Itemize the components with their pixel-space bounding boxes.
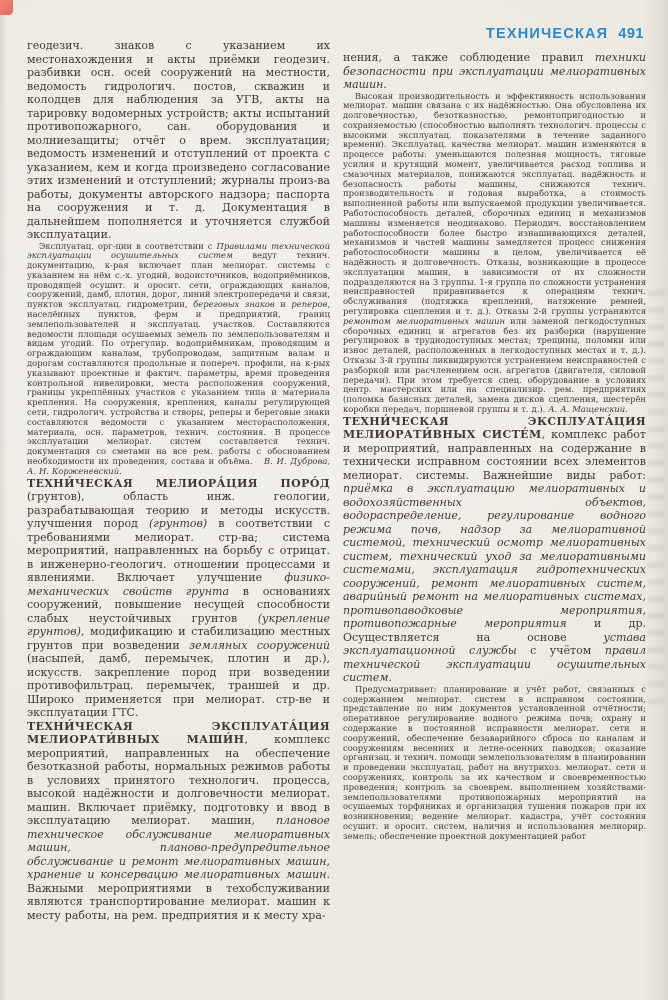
scan-corner-mark (0, 0, 13, 15)
left-column (27, 39, 330, 922)
text-run: геодезич. знаков с указанием их местонахождения и акты приёмки геодезич. разбивки осн. осей сооружений на местности, ведомость гидрологич. постов, скважин и колодцев для наблюдения за УГВ, акты на тарировку водомерных устройств; акты испытаний противопожарного, сан. оборудования и молниезащиты; отчёт о врем. эксплуатации; ведомость изменений и отступлений от проекта с указанием, кем и когда произведено согласование этих изменений и отступлений; журналы произ-ва работы, документы авторского надзора; паспорта на сооружения и т. д. Документация в дальнейшем пополняется и уточняется службой эксплуатации. (27, 39, 330, 241)
paragraph (343, 415, 646, 685)
text-run: Эксплуатац. орг-ции в соответствии с (39, 240, 217, 251)
paragraph (343, 51, 646, 92)
text-run: в основаниях сооружений, повышение несущей способности слабых неустойчивых грунтов (27, 584, 330, 625)
text-run: в соответствии с требованиями мелиорат. стр-ва; система мероприятий, направленных на борьбу с отрицат. в инженерно-геологич. отношении процессами и явлениями. Включает улучшение (27, 517, 330, 585)
text-run: правил технической эксплуатации осушительных систем. (343, 644, 646, 685)
text-run: А. А. Мащенский. (548, 404, 628, 414)
text-run: или заменой легкодоступных сборочных единиц и агрегатов без их разборки (нарушение регулировок в труднодоступных местах; трещины, поломки или износ деталей, расположенных в легкодоступных местах и т. д.). Отказы 3-й группы ликвидируются устранением неисправностей с разборкой или расчленением осн. агрегатов (двигателя, силовой передачи). При этом требуется спец. оборудование в условиях центр. мастерских или на специализир. рем. предприятиях (поломка базисных деталей, замена дисков сцепления, шестерён коробки передач, поршневой группы и т. д.). (343, 315, 646, 414)
text-run: с учётом (516, 644, 605, 658)
text-run: , комплекс работ и мероприятий, направленных на содержание в технически исправном состоянии всех элементов мелиорат. системы. Важнейшие виды работ: (343, 428, 646, 482)
text-run: физико-механических свойств грунта (27, 571, 330, 598)
page-number: 491 (618, 26, 644, 42)
paragraph (27, 720, 330, 923)
text-run: Правилами технической эксплуатации осушительных систем (27, 240, 330, 261)
text-run: техники безопасности при эксплуатации мелиоративных машин. (343, 51, 646, 91)
right-column-text (343, 51, 646, 842)
paragraph (343, 685, 646, 842)
text-run: , комплекс мероприятий, направленных на обеспечение безотказной работы, нормальных режимов работы в условиях принятого технологич. процесса, высокой надёжности и долговечности мелиорат. машин. Включает приёмку, подготовку и ввод в эксплуатацию мелиорат. машин, (27, 733, 330, 828)
paragraph (27, 242, 330, 477)
entry-headword: ТЕХНИ́ЧЕСКАЯ МЕЛИОРА́ЦИЯ ПОРО́Д (27, 476, 330, 490)
text-run: нения, а также соблюдение правил (343, 51, 595, 64)
text-run: береговых знаков (193, 299, 275, 310)
text-run: (грунтов) (148, 517, 208, 531)
text-run: и (274, 299, 292, 310)
paragraph (27, 39, 330, 242)
text-run: , населённых пунктов, ферм и предприятий, границ землепользователей и эксплуатац. участков. Составляются ведомости площади осушаемых земель по землепользователям и видам угодий. По отрегулир. водоприёмникам, проводящим и ограждающим каналам, трубопроводам, защитным валам и дорогам составляются продольные и попереч. профили, на к-рых указывают проектные и фактич. параметры, время проведения контрольной нивелировки, места расположения сооружений, границы укреплённых участков с указанием типа и материала крепления. На сооружения, крепления, каналы регулирующей сети, гидрологич. устройства и створы, реперы и береговые знаки составляются ведомости с указанием месторасположения, материала, осн. параметров, технич. состояния. В процессе эксплуатации мелиорат. систем составляется технич. документация со сметами на все рем. работы с обоснованием необходимости их проведения, состава и объёма. (27, 299, 330, 467)
text-run: В. И. Дуброва, А. Н. Корженевский. (27, 456, 330, 476)
text-run: ведут технич. документацию, к-рая включает план мелиорат. системы с указанием на нём с.-х. угодий, водоисточников, водоприёмников, проводящей осушит. и оросит. сети, ограждающих каналов, сооружений, дамб, плотин, дорог, линий электропередачи и связи, пунктов эксплуатац. гидрометрии, (27, 250, 330, 310)
text-run: Высокая производительность и эффективность использования мелиорат. машин связана с их надёжностью. Она обусловлена их долговечностью, безотказностью, ремонтопригодностью и сохраняемостью (способностью выполнять технологич. процессы с высокими эксплуатац. показателями в течение заданного времени). Эксплуатац. качества мелиорат. машин изменяются в процессе работы: уменьшаются полезная мощность, тяговые усилия и крутящий момент, увеличивается расход топлива и смазочных материалов, понижаются эксплуатац. надёжность и безопасность работы машины, снижаются технич. производительность и годовая выработка, а стоимость выполненной работы или выпускаемой продукции увеличивается. Работоспособность деталей, сборочных единиц и механизмов машины изменяется неодинаково. Периодич. восстановлением работоспособности более быстро изнашивающихся деталей, механизмов и частей машины замедляется процесс снижения работоспособности машины в целом, увеличивается её надёжность и долговечность. Отказы, возникающие в процессе эксплуатации машин, в зависимости от их сложности подразделяются на 3 группы. 1-я группа по сложности устранения неисправностей приравнивается к операциям технич. обслуживания (подтяжка креплений, натяжение ремней, регулировка сцепления и т. д.). Отказы 2-й группы устраняются (343, 90, 646, 317)
running-head (343, 26, 644, 42)
text-run: (укрепление грунтов) (27, 611, 330, 639)
text-run: (грунтов), область инж. геологии, разрабатывающая теорию и методы искусств. улучшения пород (27, 490, 330, 531)
text-run: приёмка в эксплуатацию мелиоративных и водохозяйственных объектов, водораспределение, регулирование водного режима почв, надзор за мелиоративной системой, технический осмотр мелиоративных систем, технический уход за мелиоративными системами, эксплуатация гидротехнических сооружений, ремонт мелиоративных систем, аварийный ремонт на мелиоративных системах, противопаводковые мероприятия, противопожарные мероприятия (343, 482, 646, 631)
text-run: устава эксплуатационной службы (343, 630, 646, 658)
text-run: реперов (291, 299, 328, 310)
running-head-title: ТЕХНИЧЕСКАЯ (485, 26, 609, 42)
text-run: , модификацию и стабилизацию местных грунтов при возведении (27, 625, 330, 652)
text-run: земляных сооружений (189, 638, 331, 652)
text-run: (насыпей, дамб, перемычек, плотин и др.), искусств. закрепление пород при возведении противофильтрац. перемычек, траншей и др. Широко применяется при мелиорат. стр-ве и эксплуатации ГТС. (27, 652, 330, 720)
text-run: и др. Осуществляется на основе (343, 617, 646, 644)
text-run: плановое техническое обслуживание мелиоративных машин, планово-предупредительное обслуживание и ремонт мелиоративных машин, хранение и консервацию мелиоративных машин (27, 814, 330, 882)
paragraph (27, 477, 330, 720)
entry-headword: ТЕХНИ́ЧЕСКАЯ ЭКСПЛУАТА́ЦИЯ МЕЛИОРАТИ́ВНЫХ СИСТЕ́М (343, 414, 646, 442)
text-run: . Важными мероприятиями в техобслуживании являются транспортирование мелиорат. машин к месту работы, на рем. предприятия и к месту хра- (27, 868, 330, 922)
right-column (343, 26, 646, 922)
paragraph (343, 92, 646, 415)
text-run: ремонтом мелиоративных машин (343, 315, 506, 326)
entry-headword: ТЕХНИ́ЧЕСКАЯ ЭКСПЛУАТА́ЦИЯ МЕЛИОРАТИ́ВНЫХ МАШИ́Н (27, 719, 330, 747)
text-run: Предусматривает: планирование и учёт работ, связанных с содержанием мелиорат. систем в исправном состоянии, представление по ним документов установленной отчётности; оперативное регулирование водного режима почв; охрану и содержание в постоянной исправности мелиорат. сети и сооружений, обеспечение безаварийного сброса по каналам и сооружениям весенних и летне-осенних паводков; оказание организац. и технич. помощи землепользователям в планировании и проведении эксплуатац. работ на внутрихоз. мелиорат. сети и сооружениях, контроль за их качеством и своевременностью проведения; контроль за своеврем. выполнением хозяйствами-землепользователями противопожарных мероприятий на осушаемых торфяниках и организация тушения пожаров при их возникновении; ведение мелиорат. кадастра, учёт состояния осушит. и оросит. систем, наличия и использования мелиорир. земель; обеспечение проектной документацией работ (343, 683, 646, 841)
